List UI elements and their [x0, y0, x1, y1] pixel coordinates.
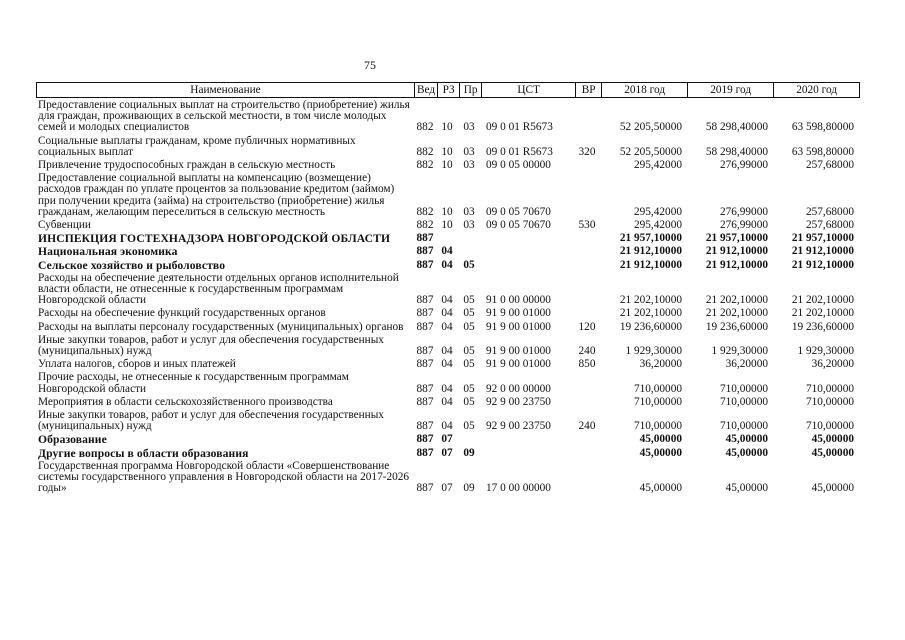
row-2019: 276,99000	[719, 205, 768, 218]
row-2019: 21 202,10000	[705, 294, 768, 307]
row-rz: 04	[441, 358, 453, 371]
row-2020: 45,00000	[811, 446, 854, 459]
row-cst: 92 9 00 23750	[486, 395, 551, 408]
row-2018: 21 912,10000	[619, 245, 682, 258]
row-pr: 09	[463, 482, 475, 495]
row-vr	[574, 259, 600, 272]
row-2020: 257,68000	[805, 219, 854, 232]
row-cst	[480, 447, 574, 460]
row-2019: 710,00000	[719, 395, 768, 408]
row-2018: 19 236,60000	[619, 320, 682, 333]
row-cst: 09 0 01 R5673	[486, 121, 553, 134]
header-cst: ЦСТ	[482, 83, 576, 98]
row-vr	[574, 245, 600, 258]
row-vr	[574, 272, 600, 308]
row-rz: 04	[441, 294, 453, 307]
row-vr	[574, 396, 600, 409]
row-vr: 850	[578, 358, 596, 371]
row-2018: 710,00000	[633, 382, 682, 395]
row-vr: 240	[578, 345, 596, 358]
row-cst: 92 9 00 23750	[486, 420, 551, 433]
table-row	[36, 172, 858, 219]
row-ved: 882	[416, 159, 434, 172]
row-cst: 17 0 00 00000	[486, 482, 551, 495]
row-2018: 52 205,50000	[619, 121, 682, 134]
row-2018: 295,42000	[633, 159, 682, 172]
row-cst: 92 0 00 00000	[486, 382, 551, 395]
row-pr: 05	[463, 395, 475, 408]
row-rz: 04	[441, 345, 453, 358]
row-cst: 91 9 00 01000	[486, 320, 551, 333]
table-row	[36, 159, 858, 172]
row-2018: 295,42000	[633, 205, 682, 218]
row-2018: 21 957,10000	[619, 232, 682, 245]
row-2020: 21 912,10000	[791, 258, 854, 271]
row-name: ИНСПЕКЦИЯ ГОСТЕХНАДЗОРА НОВГОРОДСКОЙ ОБЛАСТИ	[38, 232, 391, 246]
row-vr: 320	[578, 145, 596, 158]
row-2019: 710,00000	[719, 382, 768, 395]
row-pr	[458, 232, 480, 245]
row-rz: 07	[441, 482, 453, 495]
row-2018: 36,20000	[639, 358, 682, 371]
row-2018: 710,00000	[633, 395, 682, 408]
table-row	[36, 433, 858, 446]
row-cst	[480, 433, 574, 446]
row-ved: 887	[416, 482, 434, 495]
row-ved: 887	[416, 258, 434, 271]
row-vr	[574, 159, 600, 172]
row-2020: 45,00000	[811, 482, 854, 495]
row-2020: 21 202,10000	[791, 307, 854, 320]
row-ved: 887	[416, 433, 434, 446]
row-vr	[574, 172, 600, 219]
row-2018: 21 912,10000	[619, 258, 682, 271]
row-2018: 295,42000	[633, 219, 682, 232]
row-name: Мероприятия в области сельскохозяйственного производства	[38, 395, 333, 408]
row-pr: 05	[463, 307, 475, 320]
row-ved: 887	[416, 320, 434, 333]
row-pr: 05	[463, 294, 475, 307]
row-rz: 10	[441, 205, 453, 218]
table-row	[36, 409, 858, 433]
row-2020: 36,20000	[811, 358, 854, 371]
row-rz: 10	[441, 219, 453, 232]
row-rz: 04	[441, 382, 453, 395]
row-pr: 05	[463, 358, 475, 371]
row-name: Привлечение трудоспособных граждан в сельскую местность	[38, 159, 336, 172]
row-2018: 21 202,10000	[619, 307, 682, 320]
row-ved: 882	[416, 219, 434, 232]
row-2020: 21 912,10000	[791, 245, 854, 258]
table-header	[36, 82, 860, 98]
row-vr	[574, 232, 600, 245]
row-ved: 887	[416, 307, 434, 320]
row-pr: 03	[463, 145, 475, 158]
table-row	[36, 396, 858, 409]
row-vr	[574, 307, 600, 320]
row-ved: 887	[416, 395, 434, 408]
row-ved: 882	[416, 145, 434, 158]
row-2019: 1 929,30000	[711, 345, 768, 358]
row-cst	[480, 259, 574, 272]
row-name: Прочие расходы, не отнесенные к государственным программам Новгородской области	[38, 371, 349, 395]
header-pr: Пр	[460, 83, 482, 98]
row-pr: 05	[463, 382, 475, 395]
row-cst	[480, 245, 574, 258]
row-2018: 21 202,10000	[619, 294, 682, 307]
row-name: Уплата налогов, сборов и иных платежей	[38, 358, 236, 371]
row-2020: 21 957,10000	[791, 232, 854, 245]
row-2018: 45,00000	[639, 482, 682, 495]
row-vr	[574, 460, 600, 496]
row-rz: 04	[441, 307, 453, 320]
row-ved: 887	[416, 420, 434, 433]
row-2019: 21 912,10000	[705, 245, 768, 258]
row-cst: 91 0 00 00000	[486, 294, 551, 307]
table-row	[36, 135, 858, 159]
row-2019: 21 912,10000	[705, 258, 768, 271]
row-name: Сельское хозяйство и рыболовство	[38, 258, 226, 272]
row-cst: 09 0 01 R5673	[486, 145, 553, 158]
row-ved: 887	[416, 358, 434, 371]
row-ved: 882	[416, 121, 434, 134]
row-2018: 1 929,30000	[625, 345, 682, 358]
row-vr	[574, 447, 600, 460]
row-pr: 03	[463, 205, 475, 218]
row-2020: 45,00000	[811, 433, 854, 446]
row-2020: 1 929,30000	[797, 345, 854, 358]
row-2018: 52 205,50000	[619, 145, 682, 158]
row-rz: 04	[441, 395, 453, 408]
table-row	[36, 371, 858, 395]
row-2019: 21 202,10000	[705, 307, 768, 320]
row-rz: 04	[441, 420, 453, 433]
row-2018: 45,00000	[639, 446, 682, 459]
page-number: 75	[364, 58, 376, 72]
row-2019: 45,00000	[725, 482, 768, 495]
row-cst: 09 0 05 00000	[486, 159, 551, 172]
row-2020: 710,00000	[805, 382, 854, 395]
row-2019: 19 236,60000	[705, 320, 768, 333]
row-name: Расходы на обеспечение функций государственных органов	[38, 307, 326, 320]
row-vr	[574, 433, 600, 446]
row-2019: 45,00000	[725, 446, 768, 459]
row-2019: 710,00000	[719, 420, 768, 433]
row-name: Иные закупки товаров, работ и услуг для обеспечения государственных (муниципальных) нужд	[38, 333, 384, 358]
row-2020: 19 236,60000	[791, 320, 854, 333]
header-rz: РЗ	[438, 83, 460, 98]
table-row	[36, 219, 858, 232]
header-2018: 2018 год	[602, 83, 688, 98]
row-pr	[458, 245, 480, 258]
table-row	[36, 245, 858, 258]
row-2018: 45,00000	[639, 433, 682, 446]
row-rz: 10	[441, 145, 453, 158]
row-2019: 45,00000	[725, 433, 768, 446]
row-name: Расходы на выплаты персоналу государственных (муниципальных) органов	[38, 320, 404, 333]
row-vr: 120	[578, 320, 596, 333]
row-2019: 58 298,40000	[705, 145, 768, 158]
row-name: Государственная программа Новгородской области «Совершенствование системы государственного управления в Новгородской области на 2017-2026 годы»	[38, 459, 410, 495]
row-ved: 887	[416, 245, 434, 258]
row-pr: 05	[463, 420, 475, 433]
row-name: Образование	[38, 433, 107, 447]
row-rz: 10	[441, 159, 453, 172]
row-ved: 887	[416, 294, 434, 307]
row-pr: 09	[463, 446, 475, 459]
table-row	[36, 334, 858, 358]
row-cst: 09 0 05 70670	[486, 219, 551, 232]
row-pr: 05	[463, 320, 475, 333]
row-name: Расходы на обеспечение деятельности отдельных органов исполнительной власти области, не отнесенные к государственным программам Новгородской области	[38, 271, 399, 307]
header-vr: ВР	[576, 83, 602, 98]
row-cst: 91 9 00 01000	[486, 358, 551, 371]
row-rz: 04	[441, 320, 453, 333]
row-name: Предоставление социальной выплаты на компенсацию (возмещение) расходов граждан по уплате процентов за пользование кредитом (займом) при получении кредита (займа) на строительство (приобретение) жилья гражданам, желающим переселиться в сельскую местность	[38, 172, 395, 218]
row-pr: 05	[463, 258, 475, 271]
row-rz: 07	[441, 433, 453, 446]
row-pr: 03	[463, 121, 475, 134]
row-name: Социальные выплаты гражданам, кроме публичных нормативных социальных выплат	[38, 134, 356, 158]
row-2020: 257,68000	[805, 205, 854, 218]
row-pr: 05	[463, 345, 475, 358]
row-2020: 63 598,80000	[791, 121, 854, 134]
header-2019: 2019 год	[688, 83, 774, 98]
row-cst: 09 0 05 70670	[486, 205, 551, 218]
row-2020: 710,00000	[805, 420, 854, 433]
row-ved: 882	[416, 205, 434, 218]
table-row	[36, 307, 858, 320]
header-ved: Вед	[415, 83, 438, 98]
row-2019: 58 298,40000	[705, 121, 768, 134]
row-name: Иные закупки товаров, работ и услуг для обеспечения государственных (муниципальных) нужд	[38, 409, 384, 433]
row-rz: 07	[441, 446, 453, 459]
header-2020: 2020 год	[774, 83, 860, 98]
row-name: Субвенции	[38, 219, 91, 232]
row-2020: 63 598,80000	[791, 145, 854, 158]
row-2019: 276,99000	[719, 219, 768, 232]
row-2018: 710,00000	[633, 420, 682, 433]
row-name: Другие вопросы в области образования	[38, 446, 249, 460]
table-row	[36, 259, 858, 272]
table-row	[36, 99, 858, 135]
row-rz: 04	[441, 245, 453, 258]
row-pr	[458, 433, 480, 446]
table-row	[36, 358, 858, 371]
row-name: Национальная экономика	[38, 245, 178, 259]
row-2020: 257,68000	[805, 159, 854, 172]
row-pr: 03	[463, 219, 475, 232]
row-ved: 887	[416, 382, 434, 395]
header-name: Наименование	[37, 83, 415, 98]
row-vr: 530	[578, 219, 596, 232]
table-row	[36, 460, 858, 496]
row-vr: 240	[578, 420, 596, 433]
row-2019: 276,99000	[719, 159, 768, 172]
row-name: Предоставление социальных выплат на строительство (приобретение) жилья для граждан, проживающих в сельской местности, в том числе молодых семей и молодых специалистов	[38, 99, 410, 134]
row-cst: 91 9 00 01000	[486, 345, 551, 358]
row-ved: 887	[416, 345, 434, 358]
row-2019: 36,20000	[725, 358, 768, 371]
budget-table	[36, 99, 858, 496]
row-2020: 710,00000	[805, 395, 854, 408]
row-vr	[574, 371, 600, 395]
row-vr	[574, 99, 600, 135]
row-rz	[436, 232, 458, 245]
row-ved: 887	[416, 232, 434, 245]
table-row	[36, 272, 858, 308]
table-row	[36, 447, 858, 460]
row-2020: 21 202,10000	[791, 294, 854, 307]
row-pr: 03	[463, 159, 475, 172]
table-row	[36, 232, 858, 245]
row-cst: 91 9 00 01000	[486, 307, 551, 320]
row-ved: 887	[416, 446, 434, 459]
row-rz: 04	[441, 258, 453, 271]
row-rz: 10	[441, 121, 453, 134]
row-cst	[480, 232, 574, 245]
table-row	[36, 321, 858, 334]
row-2019: 21 957,10000	[705, 232, 768, 245]
